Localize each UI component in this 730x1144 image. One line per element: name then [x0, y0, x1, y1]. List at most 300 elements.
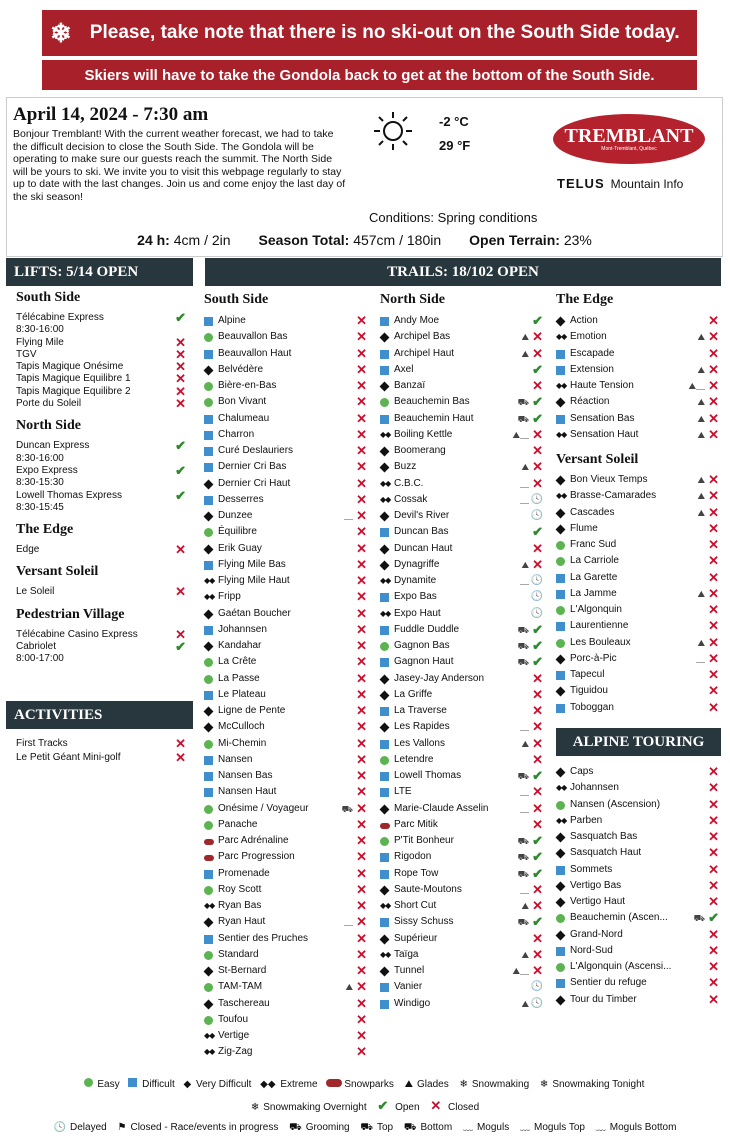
trail-row: [556, 618, 719, 634]
alpine-header: [556, 728, 721, 756]
trail-name: Dynamite: [394, 575, 437, 586]
closed-x-icon: ✕: [356, 703, 367, 718]
lift-name: Duncan Express: [16, 440, 90, 452]
trail-name: Tiguidou: [570, 685, 608, 697]
lift-group-title: Pedestrian Village: [16, 606, 125, 622]
trail-name: La Passe: [218, 672, 260, 684]
extreme-double-diamond-icon: ◆◆: [380, 901, 391, 910]
terrain-value: 23%: [563, 232, 592, 248]
trail-row: [380, 313, 543, 329]
closed-x-icon: ✕: [356, 1011, 367, 1027]
trail-row: [380, 394, 543, 410]
trail-feature-icon: ⛰: [697, 413, 705, 424]
closed-x-icon: ✕: [175, 396, 186, 412]
lift-row: [16, 544, 186, 556]
intro-text: Bonjour Tremblant! With the current weather forecast, we had to take the difficult decision to close the South Side. The Gondola will be operating to make sure our guests reach the summit. The North Side will be yours to ski. We invite you to visit this webpage regularly to stay up to date with the last changes. Join us and come enjoy the last day of the ski season!: [13, 128, 346, 203]
easy-circle-icon: [380, 642, 389, 651]
easy-circle-icon: [380, 398, 389, 407]
trail-feature-icon: ⛟: [517, 917, 529, 928]
difficult-square-icon: [380, 740, 389, 749]
trail-name: Vertigo Haut: [570, 896, 626, 907]
closed-x-icon: ✕: [708, 537, 719, 552]
easy-circle-icon: [556, 606, 565, 615]
trail-name: Nansen (Ascension): [570, 798, 661, 810]
trail-feature-icon: ﹏: [695, 653, 705, 664]
difficult-square-icon: [556, 574, 565, 583]
difficult-square-icon: [556, 415, 565, 424]
very-difficult-diamond-icon: [380, 934, 390, 944]
extreme-double-diamond-icon: ◆◆: [204, 901, 215, 910]
closed-x-icon: ✕: [356, 946, 367, 962]
trail-feature-icon: ⛰: [697, 637, 705, 648]
very-difficult-diamond-icon: [204, 544, 214, 554]
closed-x-icon: ✕: [532, 946, 543, 962]
trail-name: Dynagriffe: [394, 558, 440, 570]
trail-name: Alpine: [218, 315, 246, 326]
closed-x-icon: ✕: [708, 991, 719, 1007]
trail-name: Taïga: [394, 948, 419, 960]
closed-x-icon: ✕: [708, 618, 719, 634]
trail-name: Tour du Timber: [570, 993, 637, 1005]
difficult-square-icon: [204, 870, 213, 879]
trail-name: Dernier Cri Bas: [218, 461, 287, 473]
lift-group-title: South Side: [16, 290, 81, 305]
closed-x-icon: ✕: [356, 800, 367, 816]
trails-header-text: TRAILS: 18/102 OPEN: [387, 264, 539, 280]
h24-value: 4cm / 2in: [173, 232, 231, 248]
extreme-double-diamond-icon: ◆◆: [556, 491, 567, 501]
trail-row: [380, 606, 543, 622]
trail-feature-icon: ⛰: [521, 332, 529, 343]
conditions-text: Conditions: Spring conditions: [369, 210, 538, 225]
difficult-square-icon: [556, 671, 565, 680]
difficult-square-icon: [380, 1000, 389, 1009]
trail-row: [556, 845, 719, 861]
closed-x-icon: ✕: [356, 556, 367, 572]
closed-x-icon: ✕: [356, 345, 367, 361]
trail-row: [380, 427, 543, 443]
trail-name: Réaction: [570, 396, 610, 408]
lift-name: Télécabine Casino Express: [16, 628, 138, 640]
legend-row-2: [0, 1098, 730, 1114]
trail-row: [380, 784, 543, 800]
open-check-icon: ✔: [175, 438, 186, 454]
closed-x-icon: ✕: [532, 735, 543, 751]
difficult-square-icon: [380, 983, 389, 992]
difficult-square-icon: [380, 870, 389, 879]
trail-name: Laurentienne: [570, 620, 629, 632]
moguls-top-icon: ﹏: [519, 1122, 530, 1133]
trail-name: La Garette: [570, 571, 618, 583]
closed-x-icon: ✕: [708, 585, 719, 601]
trail-row: [556, 862, 719, 878]
delayed-clock-icon: 🕓: [530, 493, 543, 505]
trail-name: Porc-à-Pic: [570, 652, 617, 664]
difficult-square-icon: [556, 947, 565, 956]
trail-name: Extension: [570, 363, 614, 375]
trails-header: [205, 258, 721, 286]
closed-x-icon: ✕: [532, 540, 543, 556]
closed-x-icon: ✕: [356, 313, 367, 328]
legend-snowparks: Snowparks: [326, 1079, 395, 1090]
closed-x-icon: ✕: [356, 524, 367, 540]
closed-x-icon: ✕: [532, 784, 543, 800]
legend-snowmaking-overnight: ❄ Snowmaking Overnight: [250, 1102, 367, 1113]
trail-feature-icon: ⛟: [517, 641, 529, 651]
trail-name: Le Plateau: [218, 688, 266, 700]
sun-icon: [372, 110, 414, 152]
check-icon: ✔: [377, 1098, 389, 1113]
difficult-square-icon: [204, 561, 213, 570]
trail-name: Buzz: [394, 461, 417, 473]
trail-row: [380, 459, 543, 475]
trail-name: Parc Progression: [218, 851, 295, 863]
trail-row: [556, 394, 719, 410]
easy-circle-icon: [380, 837, 389, 846]
very-difficult-diamond-icon: [204, 707, 214, 717]
trail-name: Devil's River: [394, 510, 450, 521]
difficult-square-icon: [556, 704, 565, 713]
open-check-icon: ✔: [532, 410, 543, 426]
very-difficult-diamond-icon: [380, 463, 390, 473]
closed-x-icon: ✕: [708, 796, 719, 812]
difficult-square-icon: [556, 866, 565, 875]
h24-label: 24 h:: [137, 232, 170, 248]
trail-row: [556, 521, 719, 537]
trail-name: Mi-Chemin: [218, 737, 267, 749]
very-difficult-diamond-icon: [380, 560, 390, 570]
trail-name: Desserres: [218, 493, 264, 505]
trail-row: [204, 849, 367, 865]
difficult-square-icon: [204, 463, 213, 472]
trail-row: [380, 443, 543, 459]
lift-group-title: The Edge: [16, 522, 74, 538]
trail-name: Johannsen: [570, 782, 619, 794]
closed-x-icon: ✕: [532, 329, 543, 345]
lift-name: Tapis Magique Onésime: [16, 361, 124, 373]
lift-row: [16, 586, 186, 598]
moguls-icon: ﹏: [462, 1122, 473, 1133]
closed-x-icon: ✕: [708, 959, 719, 974]
trail-feature-icon: ⛰: [697, 397, 705, 408]
open-check-icon: ✔: [532, 768, 543, 783]
snowpark-icon: [380, 823, 390, 829]
very-difficult-diamond-icon: [556, 849, 566, 859]
trail-row: [380, 638, 543, 654]
trail-name: Ryan Bas: [218, 900, 262, 911]
trail-row: [204, 508, 367, 524]
trail-name: La Griffe: [394, 688, 433, 700]
easy-circle-icon: [556, 801, 565, 810]
closed-x-icon: ✕: [708, 650, 719, 666]
trail-row: [556, 362, 719, 378]
trail-row: [204, 541, 367, 557]
extreme-double-diamond-icon: ◆◆: [380, 494, 391, 504]
trail-row: [204, 313, 367, 329]
logo-text: TREMBLANT: [564, 125, 694, 147]
trail-row: [204, 557, 367, 573]
trail-row: [556, 780, 719, 796]
closed-x-icon: ✕: [532, 930, 543, 946]
trail-row: [204, 736, 367, 752]
legend-extreme: ◆◆ Extreme: [260, 1079, 318, 1090]
delayed-clock-icon: 🕓: [530, 981, 543, 993]
notice-line-2: Skiers will have to take the Gondola back to get at the bottom of the South Side.: [84, 66, 655, 84]
legend-easy: Easy: [84, 1079, 122, 1090]
closed-x-icon: ✕: [356, 979, 367, 995]
trail-name: Les Bouleaux: [570, 636, 631, 648]
closed-x-icon: ✕: [532, 426, 543, 442]
trail-name: Banzaï: [394, 380, 426, 391]
closed-x-icon: ✕: [708, 829, 719, 844]
trail-name: Ryan Haut: [218, 916, 266, 928]
trail-row: [380, 703, 543, 719]
very-difficult-diamond-icon: [204, 918, 214, 928]
extreme-double-diamond-icon: ◆◆: [556, 815, 567, 825]
very-difficult-diamond-icon: [556, 654, 566, 664]
moguls-bottom-icon: ﹏: [595, 1122, 606, 1133]
trail-row: [380, 996, 543, 1012]
closed-x-icon: ✕: [708, 602, 719, 617]
trail-row: [204, 914, 367, 930]
difficult-square-icon: [380, 415, 389, 424]
trail-row: [556, 764, 719, 780]
temperature-fahrenheit: 29 °F: [439, 138, 471, 153]
trail-feature-icon: ﹏: [343, 917, 353, 928]
trail-row: [204, 606, 367, 622]
lift-group-title: Versant Soleil: [16, 564, 99, 580]
open-check-icon: ✔: [175, 310, 186, 325]
alpine-trails: [556, 764, 719, 1008]
trail-name: Archipel Haut: [394, 347, 455, 359]
trail-feature-icon: ﹏: [343, 511, 353, 521]
closed-x-icon: ✕: [532, 459, 543, 475]
lift-hours: 8:30-15:45: [16, 501, 64, 513]
legend-very-difficult: ◆ Very Difficult: [183, 1079, 252, 1090]
trail-name: Gagnon Bas: [394, 640, 450, 651]
closed-x-icon: ✕: [356, 881, 367, 897]
closed-x-icon: ✕: [708, 569, 719, 585]
trail-name: Toufou: [218, 1013, 249, 1025]
trail-name: Sommets: [570, 863, 613, 875]
difficult-square-icon: [380, 658, 389, 667]
trail-feature-icon: ⛟: [517, 868, 529, 879]
lift-name: Cabriolet: [16, 641, 57, 653]
closed-x-icon: ✕: [708, 894, 719, 909]
very-difficult-diamond-icon: [380, 690, 390, 700]
lift-row: [16, 334, 186, 350]
lifts-header-text: LIFTS: 5/14 OPEN: [14, 264, 139, 280]
trail-feature-icon: ﹏: [519, 803, 529, 814]
very-difficult-diamond-icon: [556, 881, 566, 891]
closed-x-icon: ✕: [356, 686, 367, 702]
closed-x-icon: ✕: [356, 378, 367, 393]
closed-x-icon: ✕: [356, 621, 367, 637]
lift-row: [16, 373, 186, 385]
trail-row: [204, 443, 367, 459]
closed-x-icon: ✕: [532, 475, 543, 491]
closed-x-icon: ✕: [708, 667, 719, 682]
season-value: 457cm / 180in: [353, 232, 442, 248]
extreme-double-diamond-icon: ◆◆: [556, 381, 567, 390]
closed-x-icon: ✕: [356, 426, 367, 442]
difficult-square-icon: [204, 788, 213, 797]
trail-row: [556, 651, 719, 667]
very-difficult-diamond-icon: [380, 544, 390, 554]
snowflake-icon: ❄: [50, 17, 72, 48]
closed-x-icon: ✕: [532, 556, 543, 572]
trail-row: [380, 589, 543, 605]
trail-feature-icon: ⛰: [697, 507, 705, 518]
difficult-square-icon: [204, 431, 213, 440]
difficult-square-icon: [380, 317, 389, 326]
north-side-title: North Side: [380, 292, 445, 307]
lifts-header: [6, 258, 193, 286]
trail-name: Dunzee: [218, 510, 253, 521]
snowmaking-tonight-icon: ❄: [539, 1079, 549, 1090]
trail-feature-icon: ⛰﹏: [512, 966, 529, 976]
very-difficult-diamond-icon: [204, 723, 214, 733]
trail-row: [556, 586, 719, 602]
closed-x-icon: ✕: [356, 638, 367, 653]
easy-circle-icon: [204, 382, 213, 391]
closed-x-icon: ✕: [708, 861, 719, 877]
lift-name: Porte du Soleil: [16, 398, 82, 410]
trail-row: [204, 671, 367, 687]
very-difficult-diamond-icon: [380, 804, 390, 814]
closed-x-icon: ✕: [356, 459, 367, 475]
closed-x-icon: ✕: [356, 930, 367, 946]
difficult-square-icon: [204, 772, 213, 781]
extreme-double-diamond-icon: ◆◆: [380, 949, 391, 959]
trail-name: Vertigo Bas: [570, 879, 622, 891]
snowmaking-overnight-icon: ❄: [250, 1102, 260, 1113]
legend-row-1: [0, 1078, 730, 1090]
very-difficult-diamond-icon: [380, 674, 390, 684]
trail-name: Promenade: [218, 867, 270, 879]
closed-x-icon: ✕: [708, 345, 719, 361]
easy-circle-icon: [204, 528, 213, 537]
trail-name: Sasquatch Haut: [570, 847, 642, 859]
difficult-square-icon: [204, 415, 213, 424]
lift-row: [16, 383, 186, 399]
trail-row: [204, 573, 367, 589]
trail-feature-icon: ⛰: [521, 998, 529, 1009]
easy-circle-icon: [204, 658, 213, 667]
trail-feature-icon: ⛰: [521, 901, 529, 911]
lift-row: [16, 361, 186, 373]
trail-row: [380, 329, 543, 345]
trail-row: [380, 768, 543, 784]
closed-x-icon: ✕: [708, 394, 719, 410]
trail-row: [556, 313, 719, 329]
trail-name: Taschereau: [218, 997, 270, 1009]
trail-row: [556, 472, 719, 488]
trail-row: [204, 687, 367, 703]
trail-feature-icon: ⛟: [517, 771, 529, 781]
trail-name: Caps: [570, 766, 594, 777]
trail-name: Parben: [570, 814, 603, 826]
trail-name: Belvédère: [218, 363, 264, 375]
trail-name: Sensation Bas: [570, 412, 635, 424]
difficult-square-icon: [556, 366, 565, 375]
trail-name: Axel: [394, 363, 414, 375]
difficult-square-icon: [204, 691, 213, 700]
closed-x-icon: ✕: [532, 751, 543, 767]
closed-x-icon: ✕: [532, 443, 543, 458]
trail-row: [380, 492, 543, 508]
lift-row: [16, 626, 186, 642]
very-difficult-diamond-icon: [556, 687, 566, 697]
trail-row: [204, 996, 367, 1012]
trail-row: [556, 894, 719, 910]
trail-row: [204, 589, 367, 605]
closed-x-icon: ✕: [532, 881, 543, 897]
delayed-clock-icon: 🕓: [530, 575, 543, 586]
easy-circle-icon: [556, 963, 565, 972]
very-difficult-diamond-icon: [204, 512, 214, 522]
trail-feature-icon: ⛟: [341, 803, 353, 814]
open-check-icon: ✔: [175, 487, 186, 503]
trail-feature-icon: ⛰: [697, 332, 705, 343]
trail-row: [556, 797, 719, 813]
closed-x-icon: ✕: [708, 504, 719, 520]
easy-circle-icon: [204, 886, 213, 895]
lift-name: Le Soleil: [16, 586, 55, 598]
trail-name: Brasse-Camarades: [570, 490, 657, 502]
lift-name: TGV: [16, 348, 37, 360]
lift-name: Lowell Thomas Express: [16, 489, 122, 501]
closed-x-icon: ✕: [532, 378, 543, 393]
trail-row: [556, 683, 719, 699]
trail-feature-icon: ⛟: [517, 413, 529, 424]
very-difficult-diamond-icon: [204, 609, 214, 619]
closed-x-icon: ✕: [356, 768, 367, 783]
trail-feature-icon: ⛰: [521, 559, 529, 570]
difficult-square-icon: [380, 350, 389, 359]
closed-x-icon: ✕: [708, 472, 719, 487]
trail-name: Panache: [218, 818, 258, 830]
extreme-double-diamond-icon: ◆◆: [204, 592, 215, 602]
trail-row: [556, 411, 719, 427]
trail-row: [204, 963, 367, 979]
trail-row: [380, 654, 543, 670]
trail-feature-icon: ﹏: [519, 478, 529, 489]
closed-x-icon: ✕: [356, 719, 367, 735]
trail-row: [380, 817, 543, 833]
trail-row: [380, 914, 543, 930]
trail-row: [204, 1012, 367, 1028]
alpine-header-text: ALPINE TOURING: [572, 734, 705, 750]
trail-row: [204, 1044, 367, 1060]
closed-x-icon: ✕: [175, 584, 186, 600]
lift-group-title: North Side: [16, 418, 81, 434]
very-difficult-diamond-icon: [204, 967, 214, 977]
trail-name: Erik Guay: [218, 542, 262, 554]
closed-x-icon: ✕: [532, 816, 543, 832]
trail-row: [380, 476, 543, 492]
closed-x-icon: ✕: [356, 670, 367, 686]
trail-name: LTE: [394, 786, 412, 798]
trail-row: [204, 654, 367, 670]
easy-circle-icon: [556, 914, 565, 923]
closed-x-icon: ✕: [356, 816, 367, 832]
trail-name: Beauvallon Bas: [218, 331, 288, 343]
difficult-square-icon: [380, 528, 389, 537]
south-trails: [204, 313, 367, 1061]
trail-row: [556, 878, 719, 894]
very-difficult-diamond-icon: [556, 398, 566, 408]
